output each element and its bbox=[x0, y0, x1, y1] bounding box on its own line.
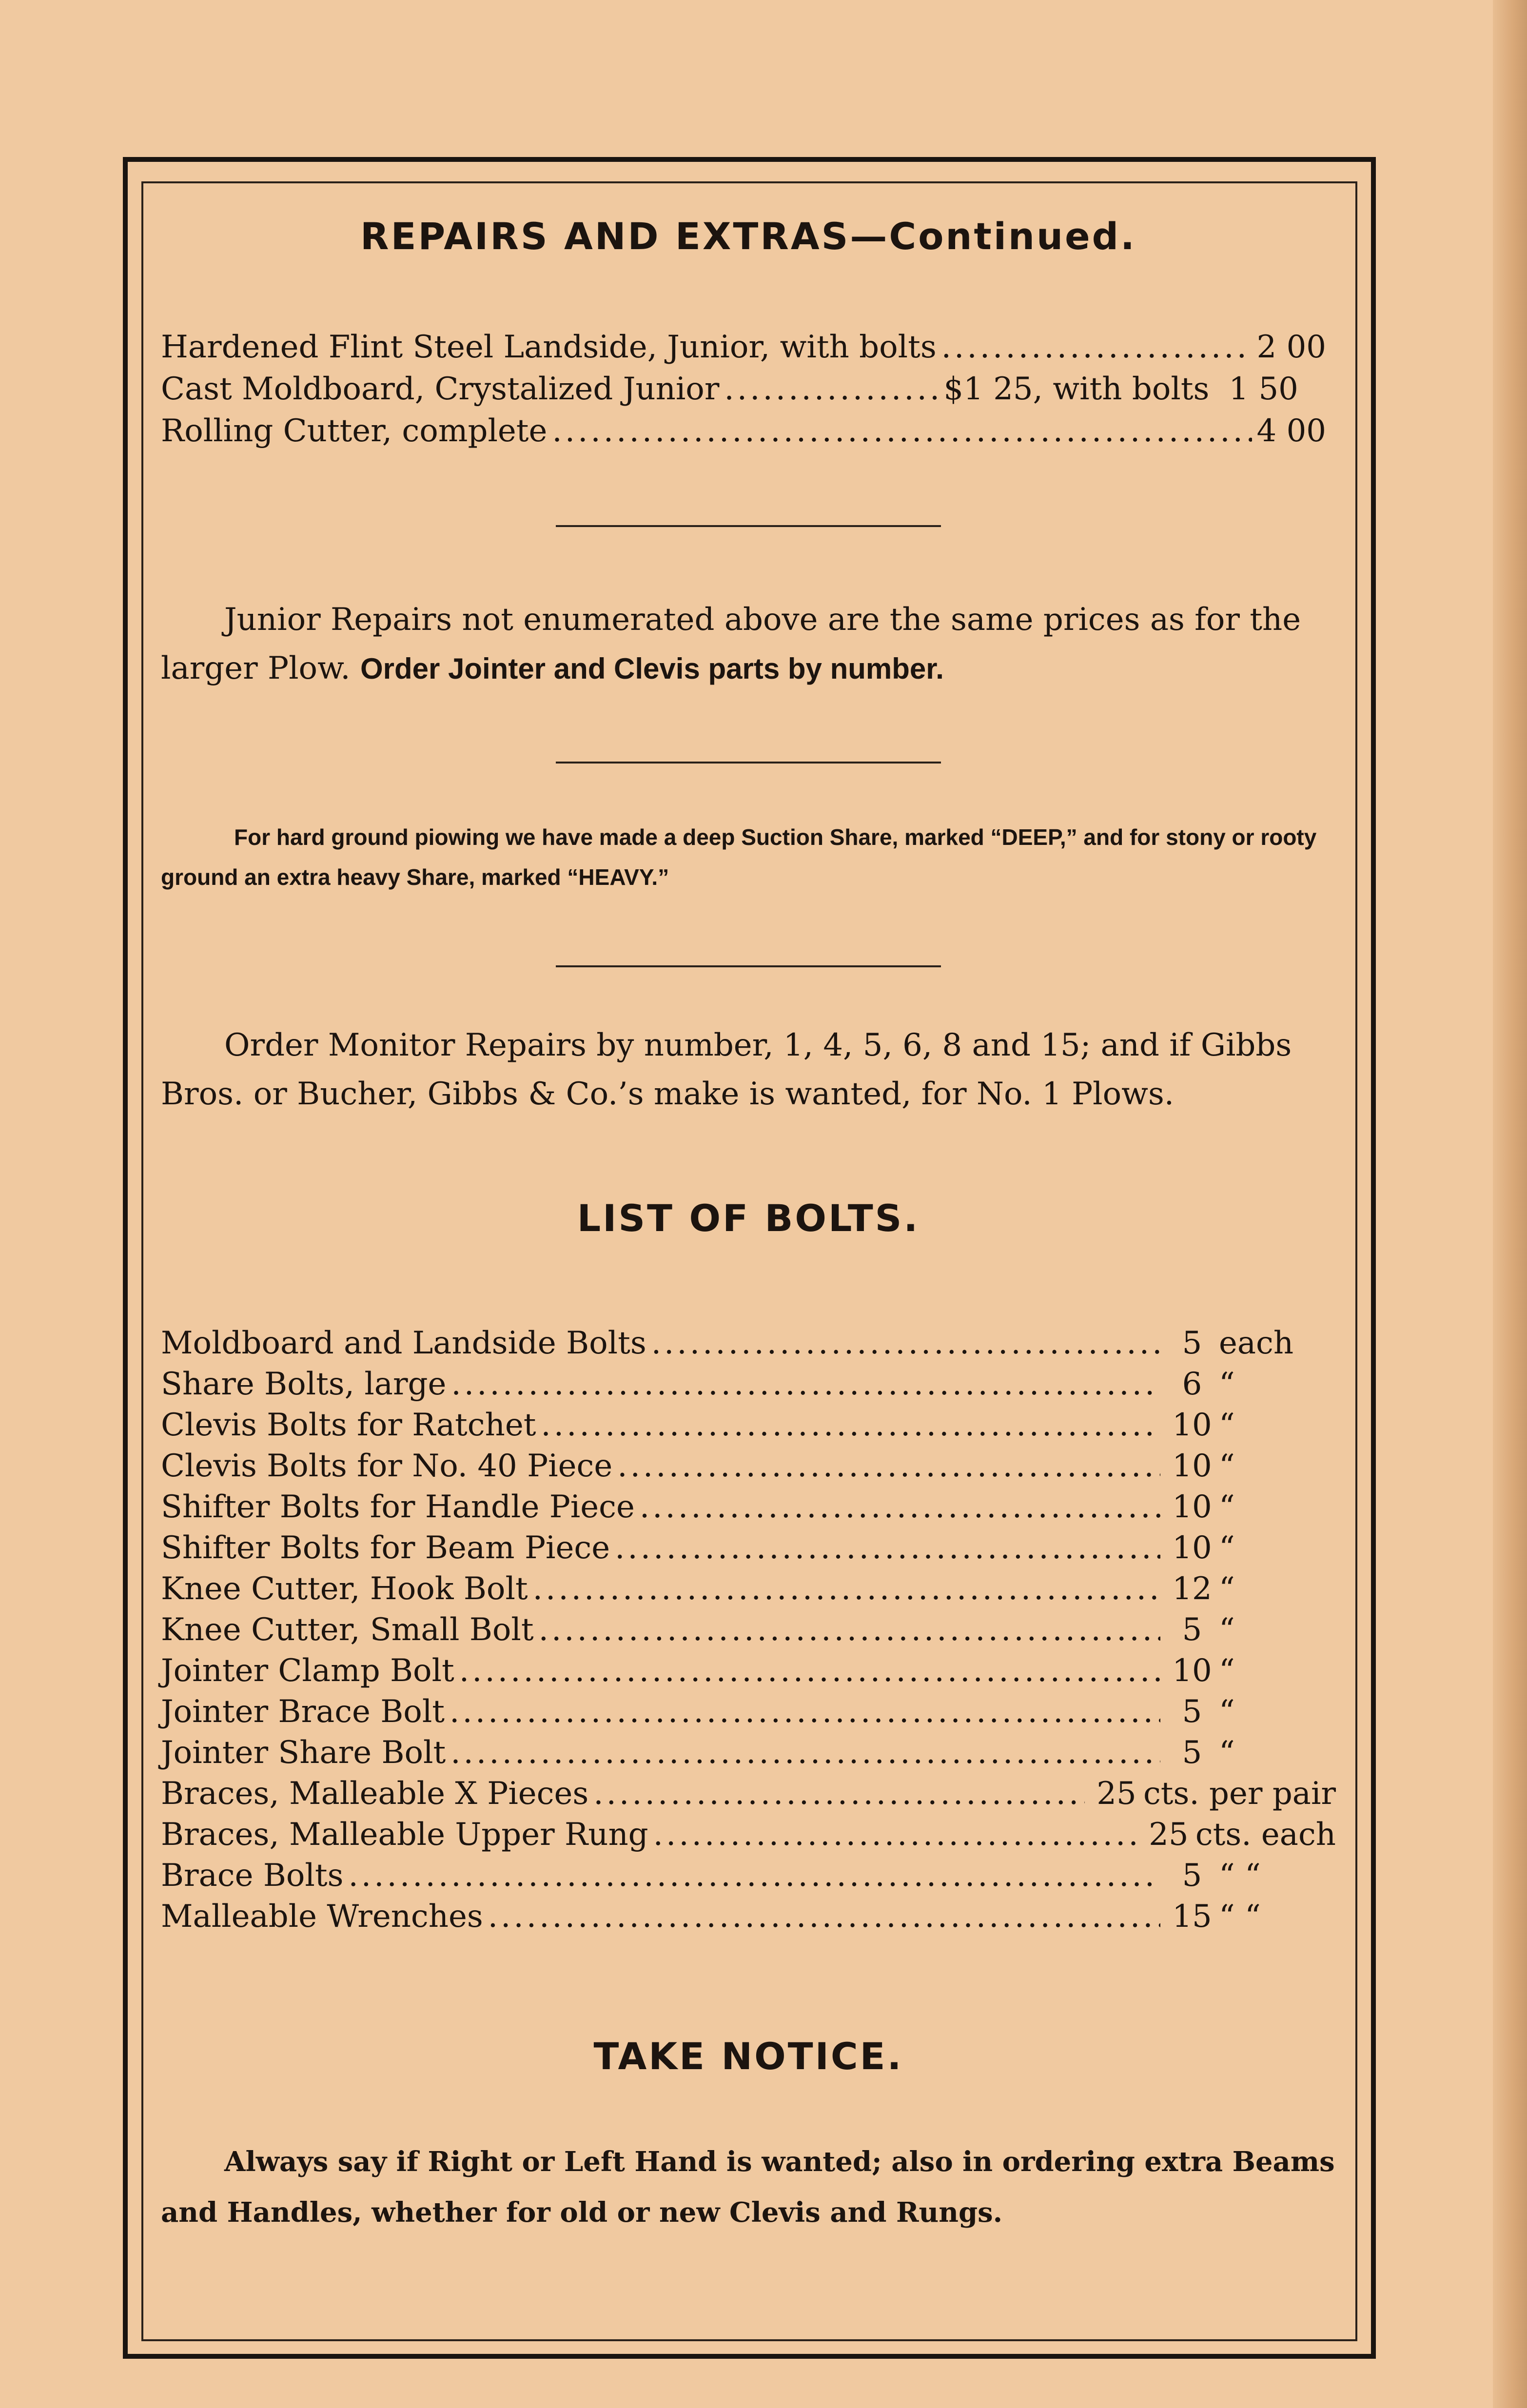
bolt-item bbox=[161, 1446, 1336, 1487]
bolt-item bbox=[161, 1405, 1336, 1446]
bolt-qty: 25 bbox=[1096, 1776, 1136, 1812]
bolt-unit: “ bbox=[1219, 1694, 1235, 1730]
bolt-qty: 10 bbox=[1172, 1653, 1212, 1689]
bolts-heading: LIST OF BOLTS. bbox=[577, 1196, 920, 1240]
repair-item: Rolling Cutter, complete ..... 4 00 bbox=[161, 410, 1326, 452]
notice-text: Always say if Right or Left Hand is wanted; also in ordering extra Beams and Handles, whether for old or new Clevis and Rungs. bbox=[161, 2146, 1335, 2229]
bolt-unit: “ “ bbox=[1219, 1899, 1261, 1935]
bolt-label: Brace Bolts bbox=[161, 1858, 344, 1894]
bolt-item bbox=[161, 1568, 1336, 1609]
bolt-label: Knee Cutter, Small Bolt bbox=[161, 1612, 534, 1648]
bolt-item bbox=[161, 1364, 1336, 1405]
bolt-item bbox=[161, 1691, 1336, 1732]
page-edge bbox=[1493, 0, 1527, 2408]
bolt-label: Share Bolts, large bbox=[161, 1366, 447, 1402]
bolt-unit: cts. each bbox=[1195, 1817, 1336, 1853]
bolt-qty: 25 bbox=[1149, 1817, 1189, 1853]
monitor-note: Order Monitor Repairs by number, 1, 4, 5, 6, 8 and 15; and if Gibbs Bros. or Bucher, Gibbs & Co.’s make is wanted, for No. 1 Plows. bbox=[161, 1027, 1292, 1112]
bolt-unit: “ bbox=[1219, 1489, 1235, 1525]
bolt-qty: 10 bbox=[1172, 1530, 1212, 1566]
bolt-item bbox=[161, 1609, 1336, 1650]
bolt-item bbox=[161, 1773, 1336, 1814]
bolt-qty: 5 bbox=[1182, 1612, 1202, 1648]
bolt-unit: “ bbox=[1219, 1448, 1235, 1484]
repair-item: Cast Moldboard, Crystalized Junior ..... $1 25, with bolts 1 50 bbox=[161, 368, 1326, 410]
bolt-label: Jointer Share Bolt bbox=[161, 1735, 446, 1771]
bolt-unit: “ bbox=[1219, 1530, 1235, 1566]
bolt-label: Clevis Bolts for Ratchet bbox=[161, 1407, 536, 1443]
bolt-qty: 10 bbox=[1172, 1448, 1212, 1484]
bolt-qty: 6 bbox=[1182, 1366, 1202, 1402]
bolt-qty: 5 bbox=[1182, 1858, 1202, 1894]
bolt-item bbox=[161, 1323, 1336, 1364]
repair-item: Hardened Flint Steel Landside, Junior, with bolts ..... 2 00 bbox=[161, 326, 1326, 368]
bolt-label: Moldboard and Landside Bolts bbox=[161, 1325, 646, 1361]
bolt-label: Braces, Malleable X Pieces bbox=[161, 1776, 589, 1812]
bolt-unit: cts. per pair bbox=[1143, 1776, 1336, 1812]
bolt-unit: each bbox=[1219, 1325, 1294, 1361]
bolt-label: Knee Cutter, Hook Bolt bbox=[161, 1571, 528, 1607]
bolt-item bbox=[161, 1487, 1336, 1527]
bolt-label: Shifter Bolts for Beam Piece bbox=[161, 1530, 610, 1566]
bolt-item bbox=[161, 1814, 1336, 1855]
bolt-qty: 10 bbox=[1172, 1407, 1212, 1443]
junior-note: Junior Repairs not enumerated above are the same prices as for the larger Plow. Order Jointer and Clevis parts by number. bbox=[161, 602, 1301, 686]
bolt-label: Clevis Bolts for No. 40 Piece bbox=[161, 1448, 613, 1484]
bolt-label: Malleable Wrenches bbox=[161, 1899, 483, 1935]
bolt-unit: “ bbox=[1219, 1653, 1235, 1689]
page-content bbox=[161, 205, 1336, 2238]
bolt-item bbox=[161, 1732, 1336, 1773]
bolt-qty: 10 bbox=[1172, 1489, 1212, 1525]
bolt-unit: “ bbox=[1219, 1366, 1235, 1402]
bolt-unit: “ bbox=[1219, 1407, 1235, 1443]
bolt-label: Shifter Bolts for Handle Piece bbox=[161, 1489, 635, 1525]
bolt-unit: “ bbox=[1219, 1571, 1235, 1607]
bolt-qty: 5 bbox=[1182, 1325, 1202, 1361]
bolt-qty: 15 bbox=[1172, 1899, 1212, 1935]
bolt-list bbox=[161, 1323, 1336, 1937]
bolt-qty: 5 bbox=[1182, 1694, 1202, 1730]
share-note: For hard ground piowing we have made a deep Suction Share, marked “DEEP,” and for stony or rooty ground an extra heavy Share, marked “HEAVY.” bbox=[161, 824, 1317, 890]
bolt-qty: 5 bbox=[1182, 1735, 1202, 1771]
bolt-unit: “ bbox=[1219, 1612, 1235, 1648]
bolt-label: Jointer Clamp Bolt bbox=[161, 1653, 454, 1689]
bolt-unit: “ “ bbox=[1219, 1858, 1261, 1894]
repairs-heading: REPAIRS AND EXTRAS—Continued. bbox=[360, 215, 1136, 258]
bolt-label: Jointer Brace Bolt bbox=[161, 1694, 445, 1730]
bolt-item bbox=[161, 1527, 1336, 1568]
bolt-item bbox=[161, 1896, 1336, 1937]
repairs-list bbox=[161, 326, 1336, 452]
bolt-qty: 12 bbox=[1172, 1571, 1212, 1607]
notice-heading: TAKE NOTICE. bbox=[593, 2035, 903, 2078]
bolt-unit: “ bbox=[1219, 1735, 1235, 1771]
bolt-item bbox=[161, 1650, 1336, 1691]
bolt-label: Braces, Malleable Upper Rung bbox=[161, 1817, 648, 1853]
bolt-item bbox=[161, 1855, 1336, 1896]
